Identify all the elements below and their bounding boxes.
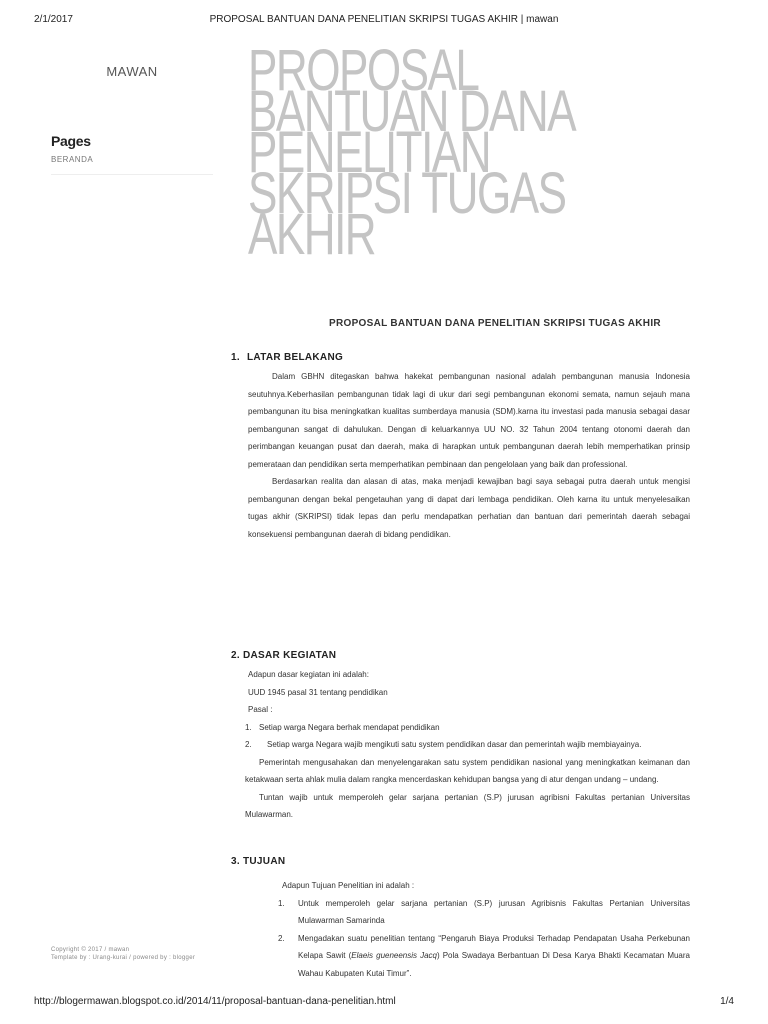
template-credit: Template by : Urang-kurai / powered by : blogger <box>51 955 196 961</box>
blog-name-link[interactable]: MAWAN <box>106 64 158 79</box>
print-footer <box>34 996 734 1010</box>
paragraph: Adapun dasar kegiatan ini adalah: <box>248 670 369 679</box>
section-number: 3. <box>231 856 240 867</box>
section-heading-tujuan <box>231 856 285 867</box>
pages-widget-title: Pages <box>51 133 91 149</box>
print-url: http://blogermawan.blogspot.co.id/2014/11/proposal-bantuan-dana-penelitian.html <box>34 996 396 1007</box>
section-heading-latar-belakang <box>231 352 343 363</box>
list-item-text: Setiap warga Negara wajib mengikuti satu system pendidikan dasar dan pemerintah wajib membiayainya. <box>267 740 642 749</box>
section-body-latar-belakang <box>248 368 690 543</box>
section-body-tujuan <box>278 877 690 982</box>
section-title: DASAR KEGIATAN <box>243 650 337 661</box>
scientific-name: Elaeis gueneensis Jacq <box>351 951 437 960</box>
paragraph: Tuntan wajib untuk memperoleh gelar sarjana pertanian (S.P) jurusan agribisni Fakultas pertanian Universitas Mulawarman. <box>245 792 690 819</box>
section-body-dasar-kegiatan <box>245 666 690 824</box>
sidebar <box>51 60 213 175</box>
list-item-text <box>292 930 690 983</box>
post-big-title: PROPOSAL BANTUAN DANA PENELITIAN SKRIPSI TUGAS AKHIR <box>248 38 573 267</box>
list-item: 1. Untuk memperoleh gelar sarjana pertanian (S.P) jurusan Agribisnis Fakultas Pertanian Universitas Mulawarman Samarinda <box>278 895 690 930</box>
list-item: 2. Mengadakan suatu penelitian tentang “Pengaruh Biaya Produksi Terhadap Pendapatan Usaha Perkebunan Kelapa Sawit (Elaeis gueneensis Jacq) Pola Swadaya Berbantuan Di Desa Karya Bhakti Kecamatan Muara Wahau Kabupaten Kutai Timur”. <box>278 930 690 983</box>
section-number: 2. <box>231 650 240 661</box>
list-item: 1. Setiap warga Negara berhak mendapat pendidikan <box>245 719 690 737</box>
print-date: 2/1/2017 <box>34 14 73 25</box>
list-item-text: Untuk memperoleh gelar sarjana pertanian (S.P) jurusan Agribisnis Fakultas Pertanian Universitas Mulawarman Samarinda <box>298 898 690 925</box>
paragraph: UUD 1945 pasal 31 tentang pendidikan <box>248 687 388 697</box>
section-title: TUJUAN <box>243 856 286 867</box>
paragraph: Berdasarkan realita dan alasan di atas, maka menjadi kewajiban bagi saya sebagai putra daerah untuk mengisi pembangunan dengan bekal pengetauhan yang di dapat dari lembaga pendidikan. Oleh karna itu untuk menyelesaikan tugas akhir (SKRIPSI) tidak lepas dan perlu mendapatkan perhatian dan bantuan dari pemerintah daerah sebagai konsekuensi pembangunan daerah di bidang pendidikan. <box>248 477 690 539</box>
paragraph: Adapun Tujuan Penelitian ini adalah : <box>282 881 415 890</box>
list-item-text: Setiap warga Negara berhak mendapat pendidikan <box>259 722 440 732</box>
paragraph: Pemerintah mengusahakan dan menyelengarakan satu system pendidikan nasional yang meningkatkan keimanan dan ketakwaan serta ahlak mulia dalam rangka mencerdaskan kehidupan bangsa yang di atur dengan undang – undang. <box>245 757 690 784</box>
section-title: LATAR BELAKANG <box>247 352 344 363</box>
list-item-text-part: ) Pola Swadaya Berbantuan Di Desa Karya Bhakti Kecamatan Muara Wahau Kabupaten Kutai Timur”. <box>298 951 690 978</box>
print-header <box>34 14 734 28</box>
section-heading-dasar-kegiatan <box>231 650 336 661</box>
pages-link-beranda[interactable]: BERANDA <box>51 155 213 175</box>
section-number: 1. <box>231 352 240 363</box>
list-item: 2. Setiap warga Negara wajib mengikuti satu system pendidikan dasar dan pemerintah wajib membiayainya. <box>245 736 690 754</box>
paragraph: Pasal : <box>248 705 273 714</box>
paragraph: Dalam GBHN ditegaskan bahwa hakekat pembangunan nasional adalah pembangunan manusia Indonesia seutuhnya.Keberhasilan pembangunan tidak lagi di ukur dari segi pembangunan ekonomi semata, namun sejauh mana pembangunan itu bisa meningkatkan kualitas sumberdaya manusia (SDM).karna itu investasi pada manusia sebagai dasar pembangunan sangat di dahulukan. Dengan di keluarkannya UU NO. 32 Tahun 2004 tentang otonomi daerah dan perimbangan keuangan pusat dan daerah, maka di harapkan untuk pembangunan daerah lebih memperhatikan prinsip pemerataan dan pendidikan serta memperhatikan pembinaan dan pengelolaan yang baik dan professional. <box>248 372 690 469</box>
sidebar-footer <box>51 946 195 962</box>
print-page-number: 1/4 <box>720 996 734 1007</box>
copyright-text: Copyright © 2017 / mawan <box>51 947 130 953</box>
post-title: PROPOSAL BANTUAN DANA PENELITIAN SKRIPSI TUGAS AKHIR <box>329 318 661 329</box>
list-item-text-part: Mengadakan suatu penelitian tentang “Pengaruh Biaya Produksi Terhadap Pendapatan Usaha Perkebunan Kelapa Sawit ( <box>298 933 690 960</box>
print-page-title: PROPOSAL BANTUAN DANA PENELITIAN SKRIPSI TUGAS AKHIR | mawan <box>209 14 559 25</box>
